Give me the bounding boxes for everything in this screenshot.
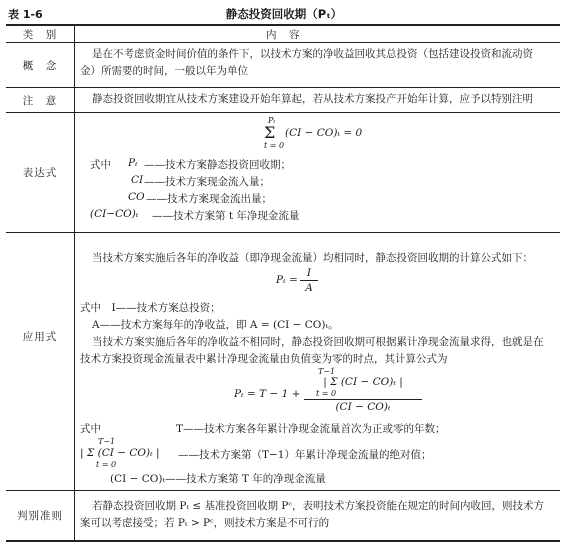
content-table — [6, 24, 560, 542]
table-number: 表 1-6 — [8, 8, 43, 21]
row-label-concept: 概 念 — [22, 60, 58, 72]
application-paragraph: 当技术方案实施后各年的净收益（即净现金流量）均相同时，静态投资回收期的计算公式如下： — [92, 252, 533, 264]
def-description: ——技术方案现金流出量； — [146, 193, 272, 205]
def-symbol: Pₜ — [128, 157, 138, 169]
column-header-category: 类 别 — [22, 29, 58, 41]
sum-lower-limit: t = 0 — [316, 389, 337, 398]
def-ct: (CI − CO)ₜ——技术方案第 T 年的净现金流量 — [110, 473, 326, 485]
expression-formula: (CI − CO)ₜ = 0 — [285, 127, 363, 139]
sum-upper-limit: T−1 — [318, 367, 336, 376]
fraction-bar — [304, 399, 422, 400]
criterion-line: 案可以考虑接受；若 Pₜ > Pᶜ，则技术方案是不可行的 — [80, 517, 330, 529]
row-divider — [6, 112, 560, 113]
def-total-investment: 式中 I——技术方案总投资； — [80, 302, 221, 314]
def-symbol: (CI−CO)ₜ — [90, 208, 139, 220]
def-description: ——技术方案静态投资回收期； — [144, 159, 291, 171]
sum-upper-limit: Pₜ — [268, 116, 276, 125]
concept-line: 金）所需要的时间，一般以年为单位 — [80, 65, 248, 77]
def-description: ——技术方案现金流入量； — [144, 176, 270, 188]
where-label: 式中 — [90, 159, 111, 171]
formula2-lhs: Pₜ = T − 1 + — [234, 388, 301, 400]
def-annual-net-income: A——技术方案每年的净收益，即 A = (CI − CO)ₜ。 — [92, 319, 339, 331]
row-divider — [6, 87, 560, 88]
def-sum-expression: | Σ (CI − CO)ₜ | — [80, 447, 160, 459]
row-label-note: 注 意 — [22, 95, 58, 107]
formula2-numerator: | Σ (CI − CO)ₜ | — [323, 376, 403, 388]
sum-upper-limit: T−1 — [98, 437, 116, 446]
where-label: 式中 — [80, 423, 101, 435]
formula1-fraction — [300, 267, 318, 294]
row-divider — [6, 490, 560, 491]
column-header-content: 内 容 — [266, 29, 301, 41]
def-sum-description: ——技术方案第（T−1）年累计净现金流量的绝对值； — [178, 449, 432, 461]
def-symbol: CO — [128, 191, 145, 203]
formula1-numerator: I — [306, 267, 312, 279]
concept-line: 是在不考虑资金时间价值的条件下，以技术方案的净收益回收其总投资（包括建设投资和流动资 — [92, 48, 533, 60]
application-paragraph: 技术方案投资现金流量表中累计净现金流量由负值变为零的时点，其计算公式为 — [80, 353, 448, 365]
table-header — [8, 6, 560, 22]
sum-lower-limit: t = 0 — [264, 141, 285, 150]
criterion-line: 若静态投资回收期 Pₜ ≤ 基准投资回收期 Pᶜ，表明技术方案投资能在规定的时间内收回，则技术方 — [92, 500, 545, 512]
application-paragraph: 当技术方案实施后各年的净收益不相同时，静态投资回收期可根据累计净现金流量求得，也就是在 — [92, 336, 544, 348]
column-divider — [74, 24, 75, 542]
table-title: 静态投资回收期（Pₜ） — [225, 7, 343, 21]
def-t: T——技术方案各年累计净现金流量首次为正或零的年数； — [176, 423, 446, 435]
row-label-criterion: 判别准则 — [17, 510, 63, 522]
header-divider — [6, 42, 560, 43]
table-bottom-border — [6, 540, 560, 542]
sum-sign: Σ — [264, 123, 276, 142]
formula2-denominator: (CI − CO)ₜ — [335, 401, 391, 413]
formula2-fraction — [304, 367, 422, 413]
sum-lower-limit: t = 0 — [96, 460, 117, 469]
formula1-lhs: Pₜ = — [276, 274, 298, 286]
row-label-application: 应用式 — [22, 331, 58, 343]
formula1-denominator: A — [305, 282, 313, 294]
def-symbol: CI — [131, 174, 144, 186]
note-text: 静态投资回收期宜从技术方案建设开始年算起，若从技术方案投产开始年计算，应予以特别注明 — [92, 93, 533, 105]
row-divider — [6, 232, 560, 233]
table-top-border — [6, 24, 560, 26]
def-description: ——技术方案第 t 年净现金流量 — [152, 210, 300, 222]
row-label-expression: 表达式 — [22, 167, 58, 179]
concept-text — [80, 46, 554, 80]
fraction-bar — [300, 280, 318, 281]
criterion-text — [80, 498, 554, 532]
